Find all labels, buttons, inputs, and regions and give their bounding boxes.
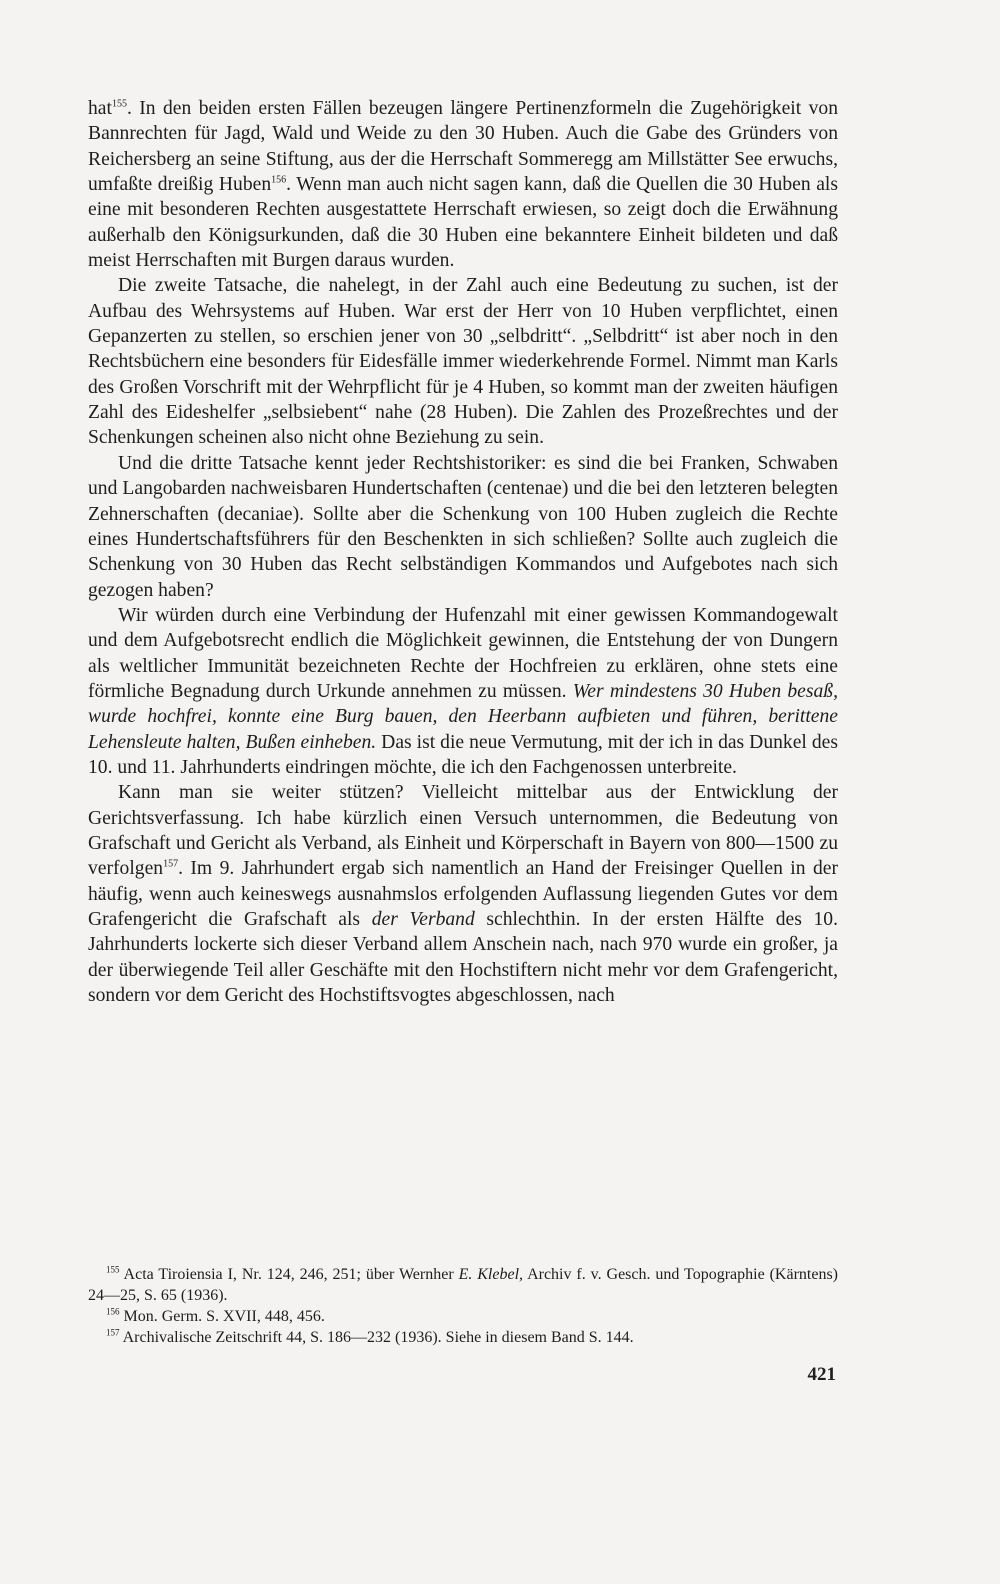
footnote-ref-156[interactable]: 156 — [271, 174, 287, 186]
paragraph-5 — [88, 780, 838, 1008]
footnote-157 — [88, 1327, 838, 1348]
footnote-text: Archivalische Zeitschrift 44, S. 186—232 (1936). Siehe in diesem Band S. 144. — [122, 1329, 634, 1346]
text-segment: Kann man sie weiter stützen? Vielleicht mittelbar aus der Entwicklung der Gerichtsverfassung. Ich habe kürzlich einen Versuch unternommen, die Bedeutung von Grafschaft und Gericht als Verband, als Einheit und Körperschaft in Bayern von 800—1500 zu verfolgen — [88, 782, 838, 880]
text-segment: . Im 9. Jahrhundert ergab sich namentlich an Hand der Freisinger Quellen in der häufig, wenn auch keineswegs ausnahmslos erfolgenden Auflassung liegenden Gutes vor dem Grafengericht die Grafschaft als — [88, 858, 838, 930]
footnote-ref-157[interactable]: 157 — [163, 858, 179, 870]
italic-term: der Verband — [371, 909, 475, 930]
footnote-156 — [88, 1306, 838, 1327]
text-segment: hat — [88, 98, 112, 119]
page-number: 421 — [807, 1364, 836, 1385]
text-segment: Wir würden durch eine Verbindung der Hufenzahl mit einer gewissen Kommandogewalt und dem Aufgebotsrecht endlich die Möglichkeit gewinnen, die Entstehung der von Dungern als weltlicher Immunität bezeichneten Rechte der Hochfreien zu erklären, ohne stets eine förmliche Begnadung durch Urkunde annehmen zu müssen. — [88, 604, 838, 702]
footnote-text: Mon. Germ. S. XVII, 448, 456. — [123, 1308, 325, 1325]
paragraph-3: Und die dritte Tatsache kennt jeder Rechtshistoriker: es sind die bei Franken, Schwaben und Langobarden nachweisbaren Hundertschaften (centenae) und die bei den letzteren belegten Zehnerschaften (decaniae). Sollte aber die Schenkung von 100 Huben zugleich die Rechte eines Hundertschaftsführers für den Beschenkten in sich schließen? Sollte auch zugleich die Schenkung von 30 Huben das Recht selbständigen Kommandos und Aufgebotes nach sich gezogen haben? — [88, 452, 838, 601]
footnote-ref-155[interactable]: 155 — [111, 98, 127, 110]
footnote-author: E. Klebel, — [458, 1266, 524, 1283]
footnote-number: 157 — [106, 1327, 120, 1338]
footnotes — [88, 1264, 838, 1348]
paragraph-4 — [88, 603, 838, 780]
paragraph-2: Die zweite Tatsache, die nahelegt, in der Zahl auch eine Bedeutung zu suchen, ist der Aufbau des Wehrsystems auf Huben. War erst der Herr von 10 Huben verpflichtet, einen Gepanzerten zu stellen, so erschien jener von 30 „selbdritt“. „Selbdritt“ ist aber noch in den Rechtsbüchern eine besonders für Eidesfälle immer wiederkehrende Formel. Nimmt man Karls des Großen Vorschrift mit der Wehrpflicht für je 4 Huben, so kommt man der zweiten häufigen Zahl des Eideshelfer „selbsiebent“ nahe (28 Huben). Die Zahlen des Prozeßrechtes und der Schenkungen scheinen also nicht ohne Beziehung zu sein. — [88, 275, 838, 449]
paragraph-1 — [88, 96, 838, 273]
text-segment: Das ist die neue Vermutung, mit der ich in das Dunkel des 10. und 11. Jahrhunderts eindringen möchte, die ich den Fachgenossen unterbreite. — [88, 731, 838, 778]
footnote-155 — [88, 1264, 838, 1306]
text-segment: . In den beiden ersten Fällen bezeugen längere Pertinenzformeln die Zugehörigkeit von Bannrechten für Jagd, Wald und Weide zu den 30 Huben. Auch die Gabe des Gründers von Reichersberg an seine Stiftung, aus der die Herrschaft Sommeregg am Millstätter See erwuchs, umfaßte dreißig Huben — [88, 98, 838, 196]
text-segment: . Wenn man auch nicht sagen kann, daß die Quellen die 30 Huben als eine mit besonderen Rechten ausgestattete Herrschaft erwiesen, so zeigt doch die Erwähnung außerhalb den Königsurkunden, daß die 30 Huben eine bekanntere Einheit bildeten und daß meist Herrschaften mit Burgen daraus wurden. — [88, 174, 838, 272]
footnote-number: 156 — [106, 1306, 120, 1317]
footnote-number: 155 — [106, 1264, 120, 1275]
footnote-text: Acta Tiroiensia I, Nr. 124, 246, 251; über Wernher — [123, 1266, 454, 1283]
text-segment: schlechthin. In der ersten Hälfte des 10. Jahrhunderts lockerte sich dieser Verband allem Anschein nach, nach 970 wurde ein großer, ja der überwiegende Teil aller Geschäfte mit den Hochstiftern nicht mehr vor dem Grafengericht, sondern vor dem Gericht des Hochstiftsvogtes abgeschlossen, nach — [88, 909, 839, 1007]
italic-thesis: Wer mindestens 30 Huben besaß, wurde hochfrei, konnte eine Burg bauen, den Heerbann aufbieten und führen, berittene Lehensleute halten, Bußen einheben. — [88, 680, 838, 753]
footnote-text: Archiv f. v. Gesch. und Topographie (Kärntens) 24—25, S. 65 (1936). — [88, 1266, 838, 1304]
main-text — [88, 96, 838, 1008]
